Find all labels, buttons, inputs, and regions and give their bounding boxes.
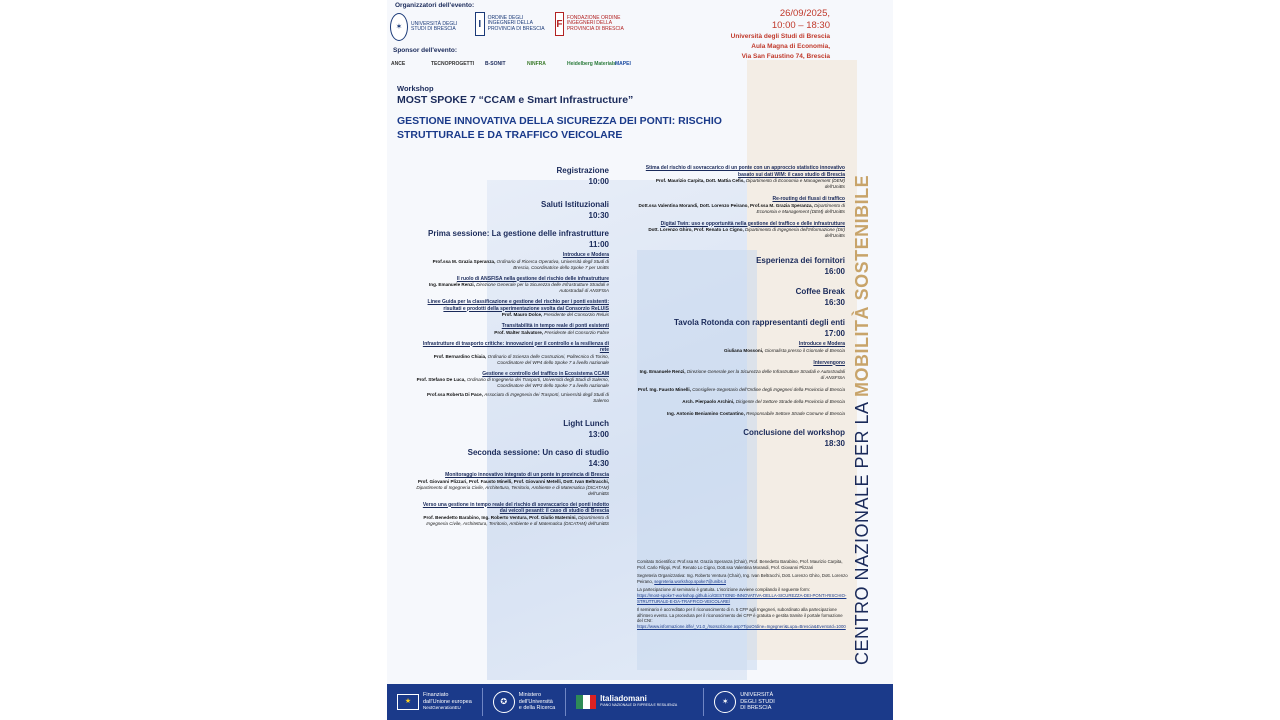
speaker-name: Dott. Lorenzo Ghiro, Prof. Renato Lo Cigno,: [648, 227, 744, 232]
italiadomani-text: Italiadomani: [600, 693, 647, 703]
eu-text: dall'Unione europea: [423, 698, 472, 705]
eu-flag-icon: ★: [397, 694, 419, 710]
italiadomani-sub: PIANO NAZIONALE DI RIPRESA E RESILIENZA: [600, 703, 678, 707]
info-block: [637, 559, 849, 630]
right-program: [637, 165, 845, 449]
speaker-role: Direzione Generale per la Sicurezza delle Infrastrutture Stradali e Autostradali di ANSFISA: [686, 369, 845, 380]
italiadomani-logo: [566, 688, 704, 716]
speaker-role: Ordinario di Ingegneria dei Trasporti, Università degli Studi di Salerno, Coordinatore del WP3 dello Spoke 7 a livello nazionale: [466, 377, 609, 388]
ordine-logo: [475, 12, 547, 36]
lunch-slot: [415, 418, 609, 440]
talk-topic: Verso una gestione in tempo reale del rischio di sovraccarico dei ponti indotto dai veicoli pesanti: il caso di studio di Brescia: [422, 501, 609, 514]
talk-topic: Introduce e Modera: [562, 252, 609, 258]
talk-topic: Transitabilità in tempo reale di ponti esistenti: [501, 323, 609, 329]
eu-text: Finanziato: [423, 692, 449, 699]
speaker-name: Prof. Benedetto Barabino, Ing. Roberto Ventura, Prof. Giulio Maternini,: [423, 514, 577, 520]
greetings-slot: [415, 199, 609, 221]
coffee-slot: [637, 286, 845, 308]
program-item: [637, 196, 845, 215]
speaker-role: Dipartimento di Economia e Management (DEM) dell'UniBs: [756, 202, 845, 214]
program-item: [415, 502, 609, 527]
sponsor-logo: ANCE: [391, 61, 406, 67]
italian-emblem-icon: ✪: [493, 691, 515, 713]
unibs-footer-logo: [704, 688, 785, 716]
fondazione-logo: [555, 12, 627, 36]
conclusion-slot: [637, 427, 845, 449]
organizer-name: ORDINE DEGLI INGEGNERI DELLA PROVINCIA DI BRESCIA: [487, 14, 545, 32]
sponsor-logo: B-SONIT: [485, 61, 506, 67]
talk-speaker: [637, 387, 845, 393]
talk-speaker: [637, 369, 845, 381]
talk-speaker: [637, 411, 845, 417]
speaker-name: Prof. Stefano De Luca,: [416, 377, 466, 382]
eu-funding: [387, 688, 483, 716]
program-item: [415, 252, 609, 271]
workshop-title: MOST SPOKE 7 “CCAM e Smart Infrastructure”: [397, 94, 634, 106]
speaker-role: Dipartimento di Ingegneria dell'Informazione (DII) dell'UniBs: [745, 227, 845, 238]
speaker-name: Prof. Walter Salvatore,: [494, 329, 544, 335]
speaker-role: Dipartimento di Ingegneria Civile, Architettura, Territorio, Ambiente e di Matematica (DICATAM) dell'UniBS: [426, 514, 609, 526]
ordine-logo-icon: I: [475, 12, 485, 36]
program-item: [415, 341, 609, 366]
talk-speaker: [415, 392, 609, 404]
suppliers-slot: [637, 255, 845, 277]
organizer-name: FONDAZIONE ORDINE INGEGNERI DELLA PROVINCIA DI BRESCIA: [566, 14, 624, 32]
sponsor-logo: MAPEI: [615, 61, 631, 67]
organizing-secretariat: [637, 573, 849, 584]
session1-slot: [415, 228, 609, 250]
talk-topic: Infrastrutture di trasporto critiche: innovazioni per il controllo e la resilienza di rete: [422, 340, 609, 353]
talk-topic: Linee Guida per la classificazione e gestione del rischio per i ponti esistenti: risultati e prodotti della sperimentazione svolta dal Consorzio ReLUIS: [427, 299, 609, 312]
speaker-role: Direzione Generale per la Sicurezza delle Infrastrutture Stradali e Autostradali di ANSFISA: [476, 282, 609, 293]
university-seal-icon: ✶: [714, 691, 736, 713]
mur-logo: [483, 688, 566, 716]
talk-topic: Gestione e controllo del traffico in Ecosistema CCAM: [482, 370, 609, 377]
slot-time: 16:30: [824, 298, 845, 307]
speaker-role: Ordinario di Scienza delle Costruzioni, Politecnico di Torino, Coordinatore del WP4 dello Spoke 7 a livello nazionale: [487, 353, 609, 365]
organizer-name: UNIVERSITÀ DEGLI STUDI DI BRESCIA: [411, 20, 458, 32]
roundtable-slot: [637, 317, 845, 339]
unibs-text: DI BRESCIA: [740, 705, 772, 712]
interventions: [637, 360, 845, 418]
talk-speaker: [415, 515, 609, 527]
speaker-role: Ordinario di Ricerca Operativa, Università degli Studi di Brescia, Coordinatrice dello Spoke 7 per UniBs: [496, 258, 609, 270]
talk-topic: Stima del rischio di sovraccarico di un ponte con un approccio statistico innovativo basato sui dati WIM: il caso studio di Brescia: [645, 165, 845, 178]
talk-speaker: [415, 282, 609, 294]
eu-text: NextGenerationEU: [423, 705, 461, 711]
unibs-text: DEGLI STUDI: [740, 698, 775, 705]
speaker-role: Dirigente del Settore Strade della Provincia di Brescia: [735, 399, 845, 404]
slot-label: Coffee Break: [795, 287, 845, 296]
mur-text: dell'Università: [518, 698, 553, 705]
venue-line: Via San Faustino 74, Brescia: [741, 53, 830, 60]
speaker-name: Prof. Mauro Dolce,: [501, 312, 543, 317]
speaker-name: Prof.ssa M. Grazia Speranza,: [432, 258, 496, 264]
funding-footer: [387, 684, 893, 720]
side-banner: [852, 175, 873, 665]
venue-line: Università degli Studi di Brescia: [730, 33, 830, 40]
slot-label: Seconda sessione: Un caso di studio: [467, 448, 609, 457]
talk-speaker: [415, 312, 609, 318]
sponsor-logo: TECNOPROGETTI: [431, 61, 475, 67]
event-time: 10:00 – 18:30: [771, 20, 830, 31]
workshop-label: Workshop: [397, 84, 434, 93]
registration-form-link[interactable]: https://most-spoke7-workshop.github.io/GESTIONE-INNOVATIVA-DELLA-SICUREZZA-DEI-PONTI-RISCHIO-STRUTTURALE-E-DA-TRAFFICO-VEICOLARE/: [637, 592, 847, 604]
cfp-note: Il seminario è accreditato per il riconoscimento di n. 5 CFP agli Ingegneri, subordinato alla partecipazione all'intero evento. La procedura per il riconoscimento dei CFP è gratuita e gestita tramite il portale formazione del CNI:: [637, 607, 843, 624]
program-item: [415, 371, 609, 405]
left-program: [415, 165, 609, 527]
unibs-logo: [390, 13, 468, 41]
registration-note: La partecipazione al seminario è gratuita. L'iscrizione avviene compilando il seguente form:: [637, 587, 811, 593]
scientific-committee: Comitato Scientifico: Prof.ssa M. Grazia Speranza (Chair), Prof. Benedetto Barabino, Prof. Maurizio Carpita, Prof. Carlo Filippi, Prof. Renato Lo Cigno, Dott.ssa Valentina Morandi, Prof. Giovanni Plizzari: [637, 559, 843, 570]
talk-speaker: [415, 330, 609, 336]
slot-label: Tavola Rotonda con rappresentanti degli enti: [674, 318, 845, 327]
banner-text-accent: SOSTENIBILE: [852, 174, 872, 306]
speaker-role: Dipartimento di Economia e Management (DEM) dell'UniBs: [745, 178, 845, 189]
speaker-name: Prof. Ing. Fausto Minelli,: [637, 387, 691, 392]
slot-time: 11:00: [588, 240, 609, 249]
slot-time: 10:00: [588, 177, 609, 186]
sponsors-label: Sponsor dell'evento:: [393, 47, 458, 54]
subtitle-line: GESTIONE INNOVATIVA DELLA SICUREZZA DEI PONTI: RISCHIO: [397, 115, 722, 127]
talk-speaker: [637, 203, 845, 215]
talk-speaker: [637, 399, 845, 405]
program-item: [415, 472, 609, 497]
speaker-name: Prof.ssa Roberta Di Pace,: [427, 392, 483, 397]
program-item: [415, 276, 609, 295]
speaker-role: Giornalista presso il Giornale di Brescia: [764, 347, 845, 353]
speaker-name: Ing. Antonio Beniamino Costantino,: [666, 411, 745, 416]
banner-text: CENTRO NAZIONALE PER LA: [852, 396, 872, 665]
program-item: [415, 323, 609, 336]
interventions-label: Intervengono: [813, 359, 845, 366]
event-date-venue: [731, 8, 830, 62]
banner-text-accent: MOBILITÀ: [852, 305, 872, 397]
speaker-name: Dott.ssa Valentina Morandi, Dott. Lorenzo Peirano, Prof.ssa M. Grazia Speranza,: [638, 202, 813, 208]
sponsor-logo: Heidelberg Materials: [567, 61, 616, 67]
event-poster: [387, 0, 893, 720]
speaker-role: Consigliere-Segretario dell'Ordine degli Ingegneri della Provincia di Brescia: [692, 387, 845, 392]
unibs-text: UNIVERSITÀ: [740, 692, 774, 699]
speaker-name: Prof. Maurizio Carpita, Dott. Mattia Cefis,: [655, 178, 745, 183]
speaker-name: Ing. Emanuele Renzi,: [428, 282, 475, 287]
organizers-label: Organizzatori dell'evento:: [395, 2, 475, 9]
slot-time: 18:30: [824, 439, 845, 448]
speaker-name: Giuliana Mossoni,: [723, 347, 764, 353]
secretariat-email-link[interactable]: segreteria.workshop.spoke7@unibs.it: [654, 578, 726, 584]
talk-speaker: [637, 227, 845, 239]
session2-slot: [415, 447, 609, 469]
program-item: [637, 341, 845, 354]
event-date: 26/09/2025,: [779, 8, 830, 19]
italian-flag-icon: [576, 695, 596, 709]
speaker-name: Ing. Emanuele Renzi,: [639, 369, 686, 374]
talk-speaker: [415, 259, 609, 271]
talk-speaker: [415, 479, 609, 497]
subtitle-line: STRUTTURALE E DA TRAFFICO VEICOLARE: [397, 129, 623, 141]
slot-time: 14:30: [588, 459, 609, 468]
program-item: [637, 165, 845, 190]
talk-speaker: [415, 377, 609, 389]
slot-time: 16:00: [824, 267, 845, 276]
program-item: [637, 221, 845, 240]
talk-topic: Digital Twin: uso e opportunità nella gestione del traffico e delle infrastrutture: [660, 220, 845, 227]
fondazione-logo-icon: F: [555, 12, 564, 36]
mur-text: Ministero: [518, 692, 542, 699]
speaker-role: Associato di Ingegneria dei Trasporti, Università degli Studi di Salerno: [484, 392, 609, 403]
speaker-role: Presidente del Consorzio Fabre: [544, 329, 609, 335]
speaker-role: Responsabile Settore Strade Comune di Brescia: [746, 411, 845, 416]
slot-label: Esperienza dei fornitori: [756, 256, 845, 265]
slot-label: Conclusione del workshop: [743, 428, 845, 437]
slot-label: Prima sessione: La gestione delle infrastrutture: [428, 229, 609, 238]
speaker-name: Arch. Pierpaolo Archini,: [682, 399, 735, 404]
slot-time: 17:00: [824, 329, 845, 338]
workshop-subtitle: [397, 114, 797, 142]
slot-time: 10:30: [588, 211, 609, 220]
speaker-role: Presidente del Consorzio Reluis: [543, 312, 609, 317]
talk-speaker: [637, 178, 845, 190]
university-seal-icon: ✶: [390, 13, 408, 41]
program-item: [415, 299, 609, 318]
mur-text: e della Ricerca: [518, 705, 556, 712]
slot-label: Saluti Istituzionali: [540, 200, 609, 209]
talk-topic: Re-routing dei flussi di traffico: [772, 196, 845, 202]
speaker-name: Prof. Bernardino Chiaia,: [433, 353, 487, 359]
talk-speaker: [637, 348, 845, 354]
talk-topic: Introduce e Modera: [798, 341, 845, 347]
slot-time: 13:00: [588, 430, 609, 439]
venue-line: Aula Magna di Economia,: [751, 43, 830, 50]
speaker-name: Prof. Giovanni Plizzari, Prof. Fausto Minelli, Prof. Giovanni Metelli, Dott. Ivan Beltracchi,: [417, 478, 609, 484]
slot-label: Registrazione: [556, 166, 609, 175]
slot-label: Light Lunch: [563, 419, 609, 428]
cfp-portal-link[interactable]: https://www.isformazione.it/fe/_V1.0_/IsoIscrizione.asp?TipoOrdine=Ingegneri&Lupa=Brescia&EventoId=1000: [637, 623, 846, 629]
sponsor-logo: NINFRA: [527, 61, 546, 67]
registration-slot: [415, 165, 609, 187]
secretariat-text: Segreteria Organizzativa: Ing. Roberto Ventura (Chair), Ing. Ivan Beltracchi, Dott. Lorenzo Ghiro, Dott. Lorenzo Peirano,: [637, 573, 848, 584]
talk-speaker: [415, 354, 609, 366]
speaker-role: Dipartimento di Ingegneria Civile, Architettura, Territorio, Ambiente e di Matematica (DICATAM) dell'UniBS: [416, 484, 609, 496]
workshop-heading: [397, 84, 797, 142]
talk-topic: Il ruolo di ANSFISA nella gestione del rischio delle infrastrutture: [456, 275, 609, 282]
talk-topic: Monitoraggio innovativo integrato di un ponte in provincia di Brescia: [445, 472, 609, 478]
